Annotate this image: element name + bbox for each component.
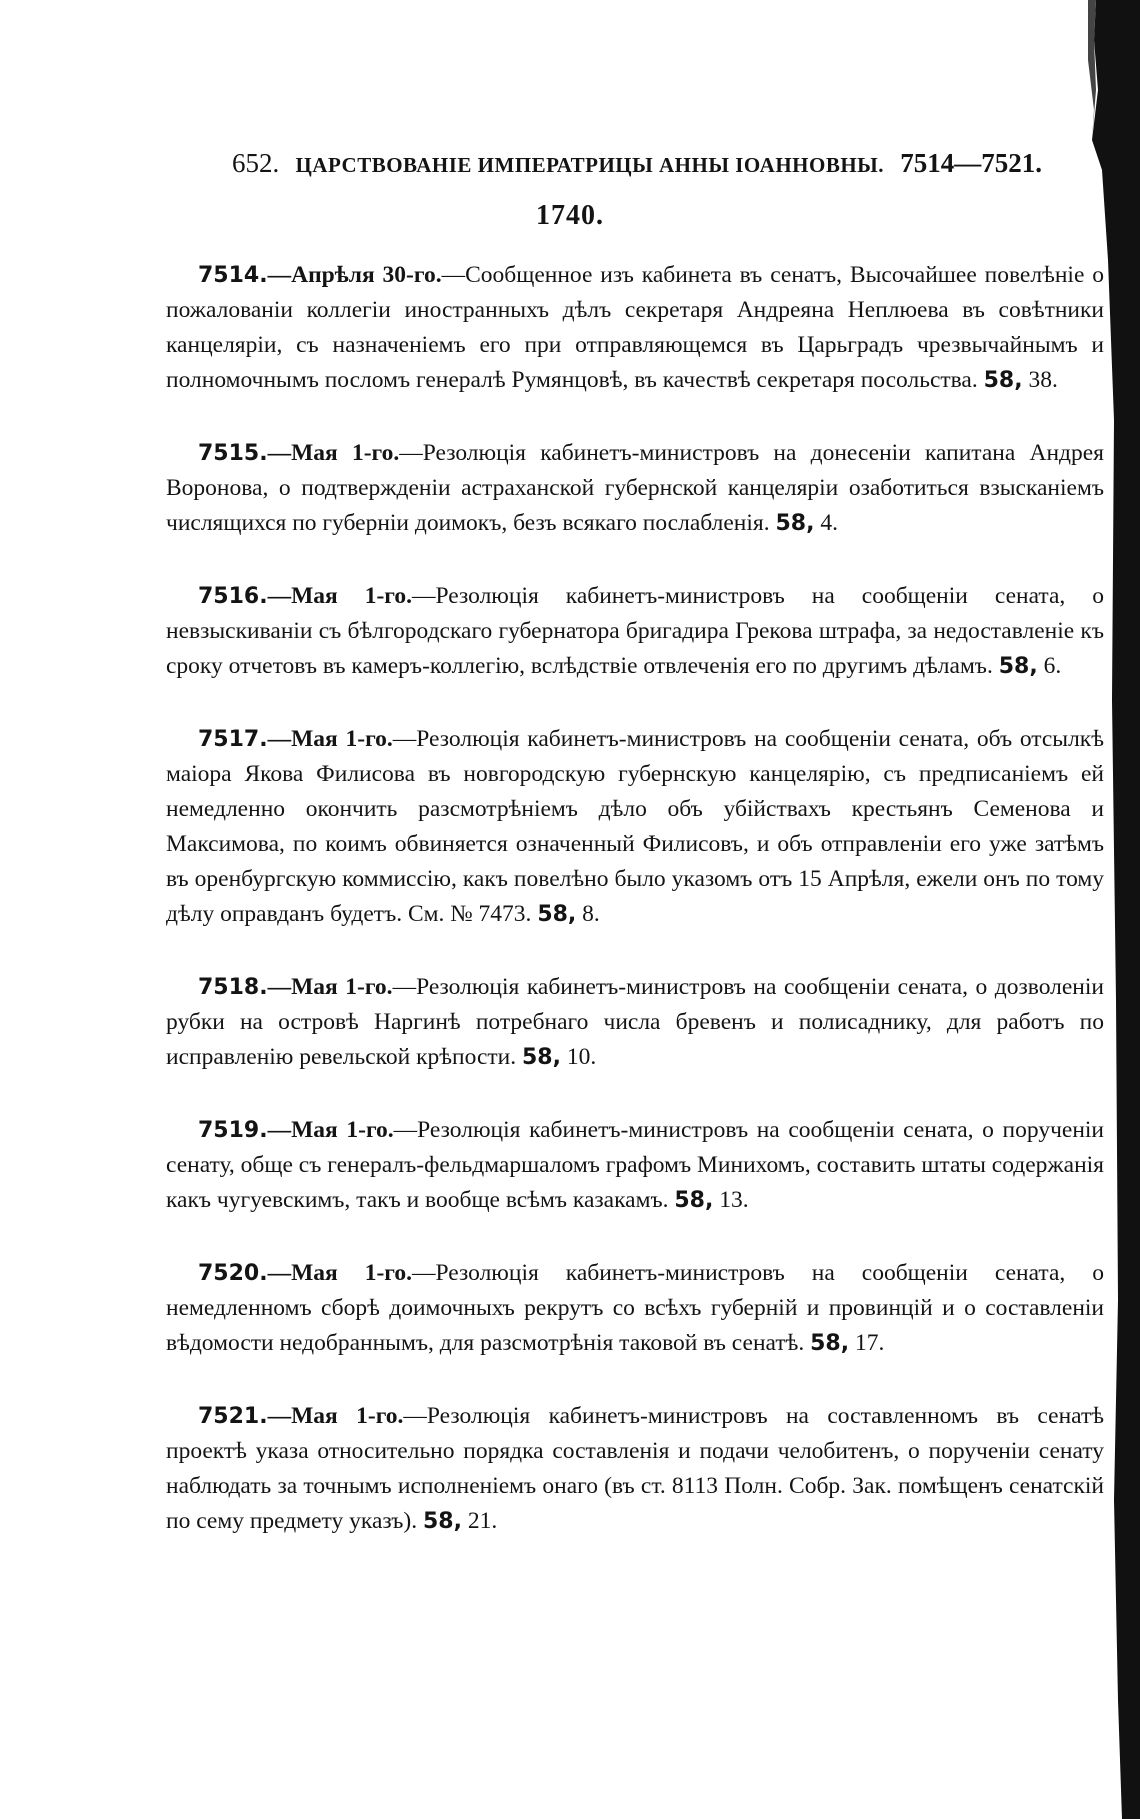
entry-text: —Резолюція кабинетъ-министровъ на сообщеніи сената, о порученіи сенату, обще съ генералъ-фельдмаршаломъ графомъ Минихомъ, составить штаты содержанія какъ чугуевскимъ, такъ и вообще всѣмъ казакамъ. [166, 1117, 1104, 1213]
entry-date: —Мая 1-го. [267, 726, 393, 752]
entry-text: —Сообщенное изъ кабинета въ сенатъ, Высочайшее повелѣніе о пожалованіи коллегіи иностранныхъ дѣлъ секретаря Андреяна Неплюева въ совѣтники канцеляріи, съ назначеніемъ его при отправляющемся въ Царьградъ чрезвычайнымъ и полномочнымъ посломъ генералѣ Румянцовѣ, въ качествѣ секретаря посольства. [166, 262, 1105, 393]
entries-list [166, 258, 1104, 1577]
entry-volume: 58, [998, 654, 1038, 679]
entry-page-ref: 21. [467, 1508, 498, 1534]
entry-text: —Резолюція кабинетъ-министровъ на сообщеніи сената, о немедленномъ сборѣ доимочныхъ рекрутъ со всѣхъ губерній и провинцій и о составленіи вѣдомости недобраннымъ, для разсмотрѣнія таковой въ сенатѣ. [166, 1260, 1104, 1356]
entry-date: —Апрѣля 30-го. [267, 262, 442, 288]
entry-number: 7516. [198, 584, 268, 609]
year-heading: 1740. [536, 200, 604, 231]
entry-number: 7520. [198, 1261, 268, 1286]
entry-volume: 58, [810, 1331, 850, 1356]
entry-7520 [166, 1256, 1104, 1361]
running-title: ЦАРСТВОВАНІЕ ИМПЕРАТРИЦЫ АННЫ ІОАННОВНЫ. [295, 153, 885, 177]
entry-page-ref: 17. [854, 1330, 885, 1356]
scan-edge-dark-band [1092, 0, 1140, 1819]
running-header [232, 148, 1042, 188]
entry-date: —Мая 1-го. [267, 1403, 404, 1429]
entry-text: —Резолюція кабинетъ-министровъ на сообщеніи сената, объ отсылкѣ маіора Якова Филисова въ новгородскую губернскую канцелярію, съ предписаніемъ ей немедленно окончить разсмотрѣніемъ дѣло объ убійствахъ крестьянъ Семенова и Максимова, по коимъ обвиняется означенный Филисовъ, и объ отправленіи его уже затѣмъ въ оренбургскую коммиссію, какъ повелѣно было указомъ отъ 15 Апрѣля, ежели онъ по тому дѣлу оправданъ будетъ. См. № 7473. [166, 726, 1104, 927]
entry-text: —Резолюція кабинетъ-министровъ на сообщеніи сената, о невзыскиваніи съ бѣлгородскаго губернатора бригадира Грекова штрафа, за недоставленіе къ сроку отчетовъ въ камеръ-коллегію, вслѣдствіе отвлеченія его по другимъ дѣламъ. [166, 583, 1104, 679]
entry-page-ref: 6. [1043, 653, 1062, 679]
entry-number: 7517. [198, 727, 268, 752]
entry-text: —Резолюція кабинетъ-министровъ на донесеніи капитана Андрея Воронова, о подтвержденіи астраханской губернской канцеляріи озаботиться взысканіемъ числящихся по губерніи доимокъ, безъ всякаго послабленія. [166, 440, 1104, 536]
entry-volume: 58, [423, 1509, 462, 1534]
entry-date: —Мая 1-го. [267, 1260, 413, 1286]
entry-page-ref: 10. [566, 1044, 597, 1070]
entry-volume: 58, [775, 511, 815, 536]
entry-date: —Мая 1-го. [267, 583, 413, 609]
entry-7521 [166, 1399, 1104, 1539]
entry-number: 7514. [198, 263, 268, 288]
entry-7517 [166, 722, 1104, 932]
entry-page-ref: 4. [820, 510, 838, 536]
entry-7518 [166, 970, 1104, 1075]
entry-volume: 58, [521, 1045, 561, 1070]
entry-volume: 58, [674, 1188, 714, 1213]
entry-page-ref: 38. [1028, 367, 1058, 393]
entry-date: —Мая 1-го. [267, 974, 393, 1000]
entry-range: 7514—7521. [900, 148, 1042, 178]
entry-date: —Мая 1-го. [267, 1117, 394, 1143]
entry-volume: 58, [983, 368, 1023, 393]
entry-date: —Мая 1-го. [267, 440, 400, 466]
scan-edge-shadow [1088, 0, 1140, 1819]
entry-page-ref: 8. [582, 901, 600, 927]
entry-volume: 58, [537, 902, 577, 927]
entry-7514 [166, 258, 1104, 398]
entry-number: 7521. [198, 1404, 268, 1429]
entry-number: 7519. [198, 1118, 268, 1143]
entry-7515 [166, 436, 1104, 541]
entry-text: —Резолюція кабинетъ-министровъ на сообщеніи сената, о дозволеніи рубки на островѣ Наргинѣ потребнаго числа бревенъ и полисаднику, для работъ по исправленію ревельской крѣпости. [166, 974, 1104, 1070]
entry-number: 7518. [198, 975, 268, 1000]
entry-number: 7515. [198, 441, 268, 466]
entry-7516 [166, 579, 1104, 684]
entry-text: —Резолюція кабинетъ-министровъ на составленномъ въ сенатѣ проектѣ указа относительно порядка составленія и подачи челобитенъ, о порученіи сенату наблюдать за точнымъ исполненіемъ онаго (въ ст. 8113 Полн. Собр. Зак. помѣщенъ сенатскій по сему предмету указъ). [166, 1403, 1104, 1534]
entry-page-ref: 13. [719, 1187, 749, 1213]
entry-7519 [166, 1113, 1104, 1218]
page-number: 652. [232, 148, 280, 178]
